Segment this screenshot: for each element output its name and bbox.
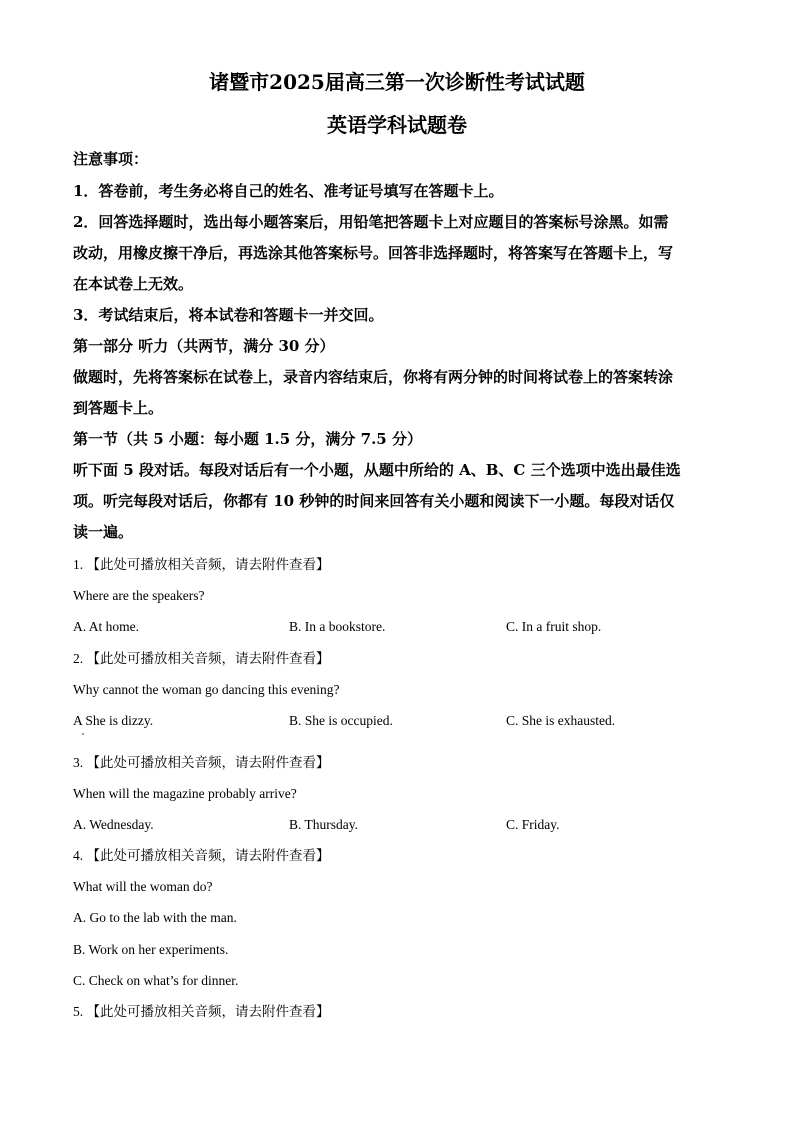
notes-item-2	[73, 207, 721, 300]
question-2-text: Why cannot the woman go dancing this evening?	[73, 682, 340, 697]
question-4-option-c: C. Check on what’s for dinner.	[73, 973, 239, 988]
part1-heading: 第一部分 听力（共两节，满分 30 分）	[73, 337, 335, 355]
question-4-audio: 4. 【此处可播放相关音频，请去附件查看】	[73, 848, 330, 863]
notes-item-1: 1．答卷前，考生务必将自己的姓名、准考证号填写在答题卡上。	[73, 182, 504, 200]
part1-instruction-line: 做题时，先将答案标在试卷上，录音内容结束后，你将有两分钟的时间将试卷上的答案转涂	[73, 368, 674, 386]
question-2-option-a: A She is dizzy.	[73, 713, 154, 728]
stray-dot	[82, 733, 84, 735]
section1-heading: 第一节（共 5 小题：每小题 1.5 分，满分 7.5 分）	[73, 430, 422, 448]
question-1-audio: 1. 【此处可播放相关音频，请去附件查看】	[73, 557, 330, 572]
question-1-text: Where are the speakers?	[73, 588, 205, 603]
question-3-option-b: B. Thursday.	[289, 817, 358, 832]
part1-instruction-line: 到答题卡上。	[73, 399, 164, 417]
notes-heading: 注意事项：	[73, 150, 149, 168]
question-1-option-c: C. In a fruit shop.	[506, 619, 602, 634]
notes-item-3: 3．考试结束后，将本试卷和答题卡一并交回。	[73, 306, 384, 324]
question-3-option-a: A. Wednesday.	[73, 817, 154, 832]
part1-instruction	[73, 362, 721, 424]
question-2-audio: 2. 【此处可播放相关音频，请去附件查看】	[73, 651, 330, 666]
question-2-option-c: C. She is exhausted.	[506, 713, 616, 728]
question-1-option-b: B. In a bookstore.	[289, 619, 386, 634]
notes-item-2-line: 2．回答选择题时，选出每小题答案后，用铅笔把答题卡上对应题目的答案标号涂黑。如需	[73, 213, 669, 231]
section1-instruction-line: 项。听完每段对话后，你都有 10 秒钟的时间来回答有关小题和阅读下一小题。每段对话仅	[73, 492, 675, 510]
section1-instruction-line: 读一遍。	[73, 523, 134, 541]
section1-instruction-line: 听下面 5 段对话。每段对话后有一个小题，从题中所给的 A、B、C 三个选项中选出最佳选	[73, 461, 681, 479]
exam-subtitle: 英语学科试题卷	[327, 113, 467, 137]
question-4-option-a: A. Go to the lab with the man.	[73, 910, 237, 925]
question-3-audio: 3. 【此处可播放相关音频，请去附件查看】	[73, 755, 330, 770]
exam-title: 诸暨市2025届高三第一次诊断性考试试题	[209, 70, 585, 94]
question-5-audio: 5. 【此处可播放相关音频，请去附件查看】	[73, 1004, 330, 1019]
notes-item-2-line: 改动，用橡皮擦干净后，再选涂其他答案标号。回答非选择题时，将答案写在答题卡上，写	[73, 244, 674, 262]
question-3-option-c: C. Friday.	[506, 817, 560, 832]
question-2-option-b: B. She is occupied.	[289, 713, 393, 728]
question-3-text: When will the magazine probably arrive?	[73, 786, 297, 801]
section1-instruction	[73, 455, 721, 548]
question-4-option-b: B. Work on her experiments.	[73, 942, 229, 957]
question-4-text: What will the woman do?	[73, 879, 213, 894]
question-1-option-a: A. At home.	[73, 619, 139, 634]
notes-item-2-line: 在本试卷上无效。	[73, 275, 194, 293]
